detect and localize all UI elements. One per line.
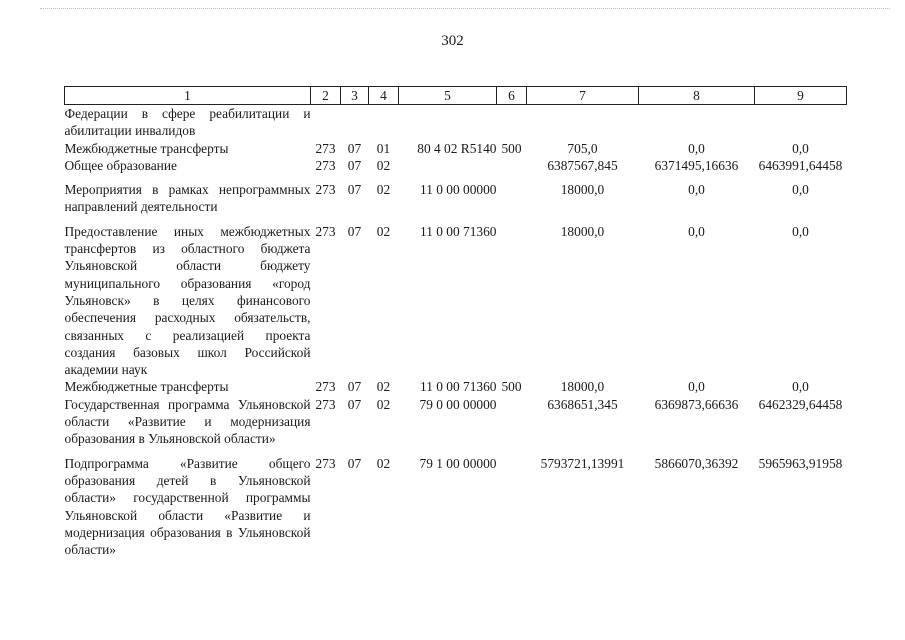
cell-c2: 273 <box>315 140 336 156</box>
table-row <box>65 396 847 448</box>
cell-c9: 0,0 <box>792 140 809 156</box>
cell-c2: 273 <box>315 157 336 173</box>
cell-c6: 500 <box>501 379 522 395</box>
cell-c4 <box>369 105 399 140</box>
row-name: Предоставление иных межбюджетных трансфертов из областного бюджета Ульяновской области бюджету муниципального образования «город Ульяновск» в целях финансового обеспечения расходных обязательств, связанных с реализацией проекта создания базовых школ Российской академии наук <box>64 223 311 378</box>
cell-c7: 6368651,345 <box>547 396 618 412</box>
cell-c5 <box>399 157 497 174</box>
cell-c7: 705,0 <box>567 140 598 156</box>
cell-c4: 02 <box>376 182 391 198</box>
cell-c5: 11 0 00 71360 <box>420 223 497 239</box>
row-name: Подпрограмма «Развитие общего образования детей в Ульяновской области» государственной программы Ульяновской области «Развитие и модернизация образования в Ульяновской области» <box>64 455 311 558</box>
page-number: 302 <box>441 33 464 49</box>
cell-c6 <box>497 216 527 379</box>
header-row <box>65 87 847 105</box>
cell-c6 <box>497 174 527 216</box>
cell-c7: 5793721,13991 <box>540 455 625 471</box>
budget-table <box>64 86 847 558</box>
cell-c3: 07 <box>347 396 362 412</box>
cell-c4: 02 <box>376 379 391 395</box>
row-name: Федерации в сфере реабилитации и абилитации инвалидов <box>64 106 311 139</box>
cell-c2: 273 <box>315 396 336 412</box>
table-row <box>65 378 847 395</box>
cell-c9: 5965963,91958 <box>758 455 843 471</box>
row-name: Мероприятия в рамках непрограммных направлений деятельности <box>64 182 311 215</box>
cell-c5 <box>399 105 497 140</box>
cell-c9: 6462329,64458 <box>758 396 843 412</box>
cell-c9: 0,0 <box>792 379 809 395</box>
scan-artifact <box>40 8 890 10</box>
cell-c4: 01 <box>376 140 391 156</box>
cell-c9: 6463991,64458 <box>758 157 843 173</box>
table-row <box>65 105 847 140</box>
cell-c5: 80 4 02 R5140 <box>417 140 497 156</box>
table-row <box>65 216 847 379</box>
cell-c9 <box>755 105 847 140</box>
cell-c8: 0,0 <box>688 140 705 156</box>
cell-c4: 02 <box>376 223 391 239</box>
cell-c2: 273 <box>315 223 336 239</box>
column-header-2: 2 <box>311 87 341 105</box>
cell-c8: 0,0 <box>688 182 705 198</box>
column-header-3: 3 <box>341 87 369 105</box>
cell-c6 <box>497 157 527 174</box>
cell-c5: 79 0 00 00000 <box>419 396 497 412</box>
cell-c6 <box>497 396 527 448</box>
cell-c8: 0,0 <box>688 223 705 239</box>
cell-c6 <box>497 105 527 140</box>
row-name: Межбюджетные трансферты <box>64 379 229 395</box>
cell-c3: 07 <box>347 455 362 471</box>
cell-c7: 6387567,845 <box>547 157 618 173</box>
cell-c7: 18000,0 <box>560 223 605 239</box>
cell-c8: 6369873,66636 <box>654 396 739 412</box>
column-header-9: 9 <box>755 87 847 105</box>
cell-c9: 0,0 <box>792 223 809 239</box>
cell-c4: 02 <box>376 157 391 173</box>
cell-c2 <box>311 105 341 140</box>
cell-c8: 0,0 <box>688 379 705 395</box>
cell-c3: 07 <box>347 379 362 395</box>
cell-c5: 79 1 00 00000 <box>419 455 497 471</box>
table-row <box>65 140 847 157</box>
column-header-4: 4 <box>369 87 399 105</box>
column-header-5: 5 <box>399 87 497 105</box>
cell-c4: 02 <box>376 396 391 412</box>
cell-c3: 07 <box>347 140 362 156</box>
table-row <box>65 157 847 174</box>
cell-c6 <box>497 448 527 559</box>
table-body <box>65 105 847 559</box>
cell-c2: 273 <box>315 455 336 471</box>
cell-c9: 0,0 <box>792 182 809 198</box>
table-row <box>65 174 847 216</box>
cell-c8: 6371495,16636 <box>654 157 739 173</box>
cell-c5: 11 0 00 71360 <box>420 379 497 395</box>
cell-c3: 07 <box>347 182 362 198</box>
cell-c2: 273 <box>315 182 336 198</box>
cell-c6: 500 <box>501 140 522 156</box>
cell-c7: 18000,0 <box>560 379 605 395</box>
row-name: Межбюджетные трансферты <box>64 140 229 156</box>
column-header-1: 1 <box>65 87 311 105</box>
cell-c8: 5866070,36392 <box>654 455 739 471</box>
cell-c4: 02 <box>376 455 391 471</box>
cell-c8 <box>639 105 755 140</box>
column-header-6: 6 <box>497 87 527 105</box>
cell-c5: 11 0 00 00000 <box>420 182 497 198</box>
cell-c7 <box>527 105 639 140</box>
column-header-8: 8 <box>639 87 755 105</box>
table-row <box>65 448 847 559</box>
row-name: Общее образование <box>64 157 177 173</box>
column-header-7: 7 <box>527 87 639 105</box>
cell-c3: 07 <box>347 157 362 173</box>
cell-c7: 18000,0 <box>560 182 605 198</box>
row-name: Государственная программа Ульяновской области «Развитие и модернизация образования в Ульяновской области» <box>64 396 311 447</box>
cell-c3 <box>341 105 369 140</box>
cell-c2: 273 <box>315 379 336 395</box>
cell-c3: 07 <box>347 223 362 239</box>
